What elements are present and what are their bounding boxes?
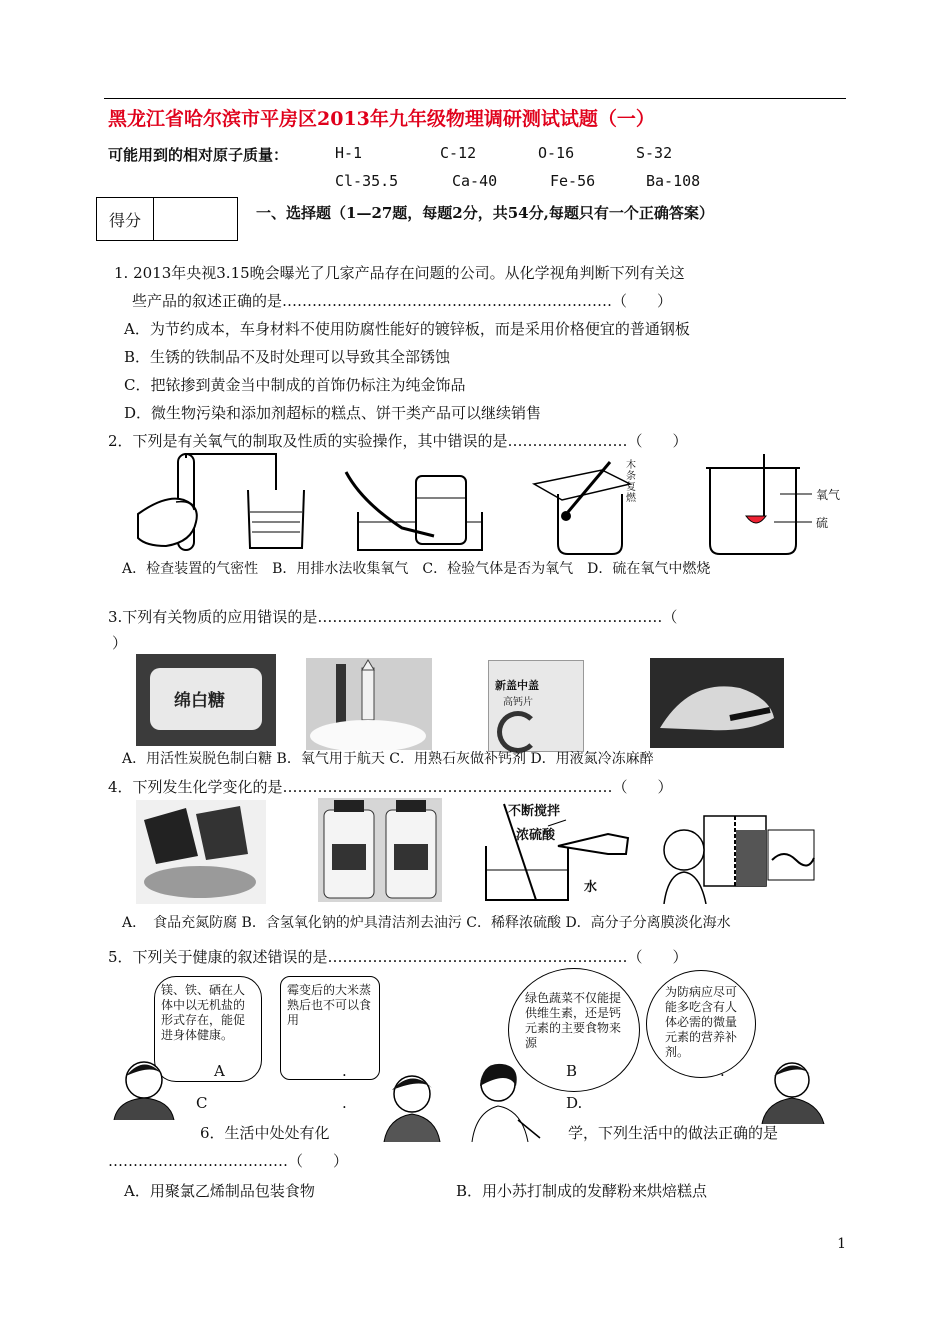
q1-option-a: A．为节约成本，车身材料不使用防腐性能好的镀锌板，而是采用价格便宜的普通钢板 [124,320,690,338]
atomic-mass-cl: Cl-35.5 [335,172,399,190]
q6-stem-left: 6．生活中处处有化 [200,1124,330,1142]
q5-dot-1: . [342,1062,347,1080]
q3-caption: A．用活性炭脱色制白糖 B．氧气用于航天 C．用熟石灰做补钙剂 D．用液氮冷冻麻醉 [122,751,654,767]
q2-figure-test-oxygen [528,454,660,558]
atomic-mass-ca: Ca-40 [452,172,498,190]
q4-label-water: 水 [584,880,598,895]
score-label: 得分 [97,198,154,240]
q3-photo-calcium [488,660,584,752]
q2-figure-airtight [136,450,312,558]
q5-bubble-a: 镁、铁、硒在人体中以无机盐的形式存在，能促进身体健康。 [154,976,262,1082]
q2-stem: 2．下列是有关氧气的制取及性质的实验操作，其中错误的是……………………（ ） [108,432,688,450]
q2-figure-water-collect [342,462,488,558]
q2-label-oxygen: 氧气 [816,488,841,502]
q3-stem-line2: ） [112,634,128,652]
q4-label-stir: 不断搅拌 [508,804,561,819]
q3-stem-line1: 3.下列有关物质的应用错误的是……………………………………………………………（ [108,608,678,626]
atomic-mass-o: O-16 [538,144,575,162]
q5-dot-3: . [342,1094,347,1112]
q5-letter-d: D. [566,1094,583,1112]
q5-student-right [754,1046,832,1124]
q2-label-sulfur: 硫 [816,516,829,530]
atomic-mass-label: 可能用到的相对原子质量： [108,146,289,164]
q3-photo-sugar [136,654,276,746]
q6-stem-line2: ………………………………（ ） [108,1152,349,1170]
q5-letter-c: C [196,1094,208,1112]
q3-photo-liquid-nitrogen [650,658,784,748]
q3-photo-rocket [306,658,432,750]
q2-caption: A．检查装置的气密性 B．用排水法收集氧气 C．检验气体是否为氧气 D．硫在氧气中燃烧 [122,561,711,577]
score-box [96,197,238,241]
q4-figure-dilute-acid [478,800,634,906]
atomic-mass-c: C-12 [440,144,477,162]
section-heading: 一、选择题（1—27题，每题2分，共54分,每题只有一个正确答案） [256,204,714,222]
header-rule [104,98,846,99]
q1-option-b: B．生锈的铁制品不及时处理可以导致其全部锈蚀 [124,348,451,366]
q3-sugar-text: 绵白糖 [174,691,225,711]
q1-stem-line2: 些产品的叙述正确的是…………………………………………………………（ ） [132,292,673,310]
q6-option-a: A．用聚氯乙烯制品包装食物 [124,1182,315,1200]
q1-option-d: D．微生物污染和添加剂超标的糕点、饼干类产品可以继续销售 [124,404,542,422]
q5-dot-2: . [720,1062,725,1080]
page-title: 黑龙江省哈尔滨市平房区2013年九年级物理调研测试试题（一） [108,108,655,130]
q1-stem-line1: 1. 2013年央视3.15晚会曝光了几家产品存在问题的公司。从化学视角判断下列有关这 [114,264,685,282]
q5-student-left [104,1040,184,1120]
q3-calcium-text2: 高钙片 [503,697,533,708]
q1-option-c: C．把铱掺到黄金当中制成的首饰仍标注为纯金饰品 [124,376,466,394]
q5-letter-a: A [214,1062,225,1080]
atomic-mass-ba: Ba-108 [646,172,701,190]
q4-stem: 4．下列发生化学变化的是…………………………………………………………（ ） [108,778,673,796]
q5-student-mid-left [376,1060,448,1142]
q4-photo-snacks [136,800,266,904]
q2-figure-sulfur-burn [700,454,852,558]
q5-student-mid-right [462,1054,542,1142]
q4-caption: A． 食品充氮防腐 B．含氢氧化钠的炉具清洁剂去油污 C．稀释浓硫酸 D．高分子分离膜淡化海水 [122,915,731,931]
atomic-mass-fe: Fe-56 [550,172,596,190]
q5-stem: 5．下列关于健康的叙述错误的是……………………………………………………（ ） [108,948,688,966]
q5-bubble-b: 霉变后的大米蒸熟后也不可以食用 [280,976,380,1080]
page-number: 1 [837,1236,846,1252]
q4-label-acid: 浓硫酸 [516,828,556,843]
q4-figure-membrane [654,800,822,904]
atomic-mass-s: S-32 [636,144,673,162]
q5-bubble-c: 绿色蔬菜不仅能提供维生素，还是钙元素的主要食物来源 [508,968,640,1092]
atomic-mass-h: H-1 [335,144,363,162]
q4-photo-cleaner [318,798,442,902]
q5-letter-b: B [566,1062,578,1080]
q3-calcium-text: 新盖中盖 [495,679,539,692]
q2-label-wood: 木条复燃 [626,460,636,504]
q6-stem-right: 学，下列生活中的做法正确的是 [568,1124,779,1142]
q5-bubble-d: 为防病应尽可能多吃含有人体必需的微量元素的营养补剂。 [646,970,756,1078]
q6-option-b: B．用小苏打制成的发酵粉来烘焙糕点 [456,1182,708,1200]
